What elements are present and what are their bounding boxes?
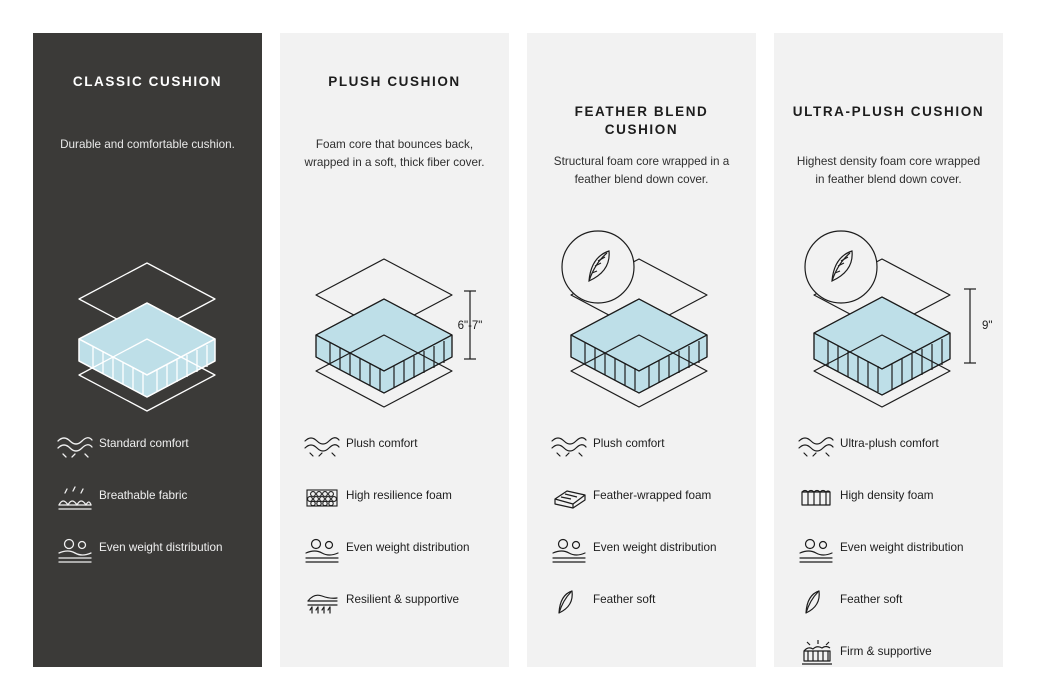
cushion-layers-illustration bbox=[33, 211, 262, 421]
list-item bbox=[549, 431, 744, 465]
even-weight-icon bbox=[55, 535, 99, 565]
list-item-label: Feather soft bbox=[840, 593, 903, 606]
list-item-label: Even weight distribution bbox=[840, 541, 964, 554]
list-item bbox=[796, 431, 991, 465]
card-plush-cushion[interactable] bbox=[280, 33, 509, 667]
list-item-label: Even weight distribution bbox=[99, 541, 223, 554]
list-item bbox=[549, 483, 744, 517]
leaf-icon bbox=[796, 587, 840, 617]
list-item bbox=[302, 483, 497, 517]
list-item bbox=[549, 535, 744, 569]
list-item-label: Feather soft bbox=[593, 593, 656, 606]
cushion-layers-illustration bbox=[774, 211, 1003, 421]
list-item-label: Standard comfort bbox=[99, 437, 189, 450]
card-description: Structural foam core wrapped in a feather blend down cover. bbox=[553, 155, 730, 186]
list-item bbox=[302, 587, 497, 621]
cushion-layers-illustration bbox=[280, 211, 509, 421]
list-item-label: Breathable fabric bbox=[99, 489, 188, 502]
list-item bbox=[302, 431, 497, 465]
feature-list bbox=[549, 431, 744, 639]
card-title: FEATHER BLEND CUSHION bbox=[574, 104, 709, 137]
list-item bbox=[549, 587, 744, 621]
waves-icon bbox=[302, 431, 346, 461]
list-item-label: Firm & supportive bbox=[840, 645, 932, 658]
waves-icon bbox=[55, 431, 99, 461]
even-weight-icon bbox=[549, 535, 593, 565]
card-title: ULTRA-PLUSH CUSHION bbox=[792, 104, 985, 119]
list-item bbox=[796, 587, 991, 621]
feather-wrapped-foam-icon bbox=[549, 483, 593, 513]
leaf-badge bbox=[562, 231, 634, 303]
list-item-label: High density foam bbox=[840, 489, 934, 502]
card-description: Highest density foam core wrapped in feather blend down cover. bbox=[796, 155, 981, 186]
waves-icon bbox=[796, 431, 840, 461]
list-item-label: Resilient & supportive bbox=[346, 593, 460, 606]
breathable-fabric-icon bbox=[55, 483, 99, 513]
feature-list bbox=[55, 431, 250, 587]
even-weight-icon bbox=[796, 535, 840, 565]
list-item bbox=[796, 483, 991, 517]
firm-support-icon bbox=[796, 639, 840, 667]
list-item-label: Even weight distribution bbox=[346, 541, 470, 554]
list-item bbox=[55, 535, 250, 569]
list-item-label: Feather-wrapped foam bbox=[593, 489, 712, 502]
feature-list bbox=[796, 431, 991, 667]
high-density-foam-icon bbox=[796, 483, 840, 513]
resilient-support-icon bbox=[302, 587, 346, 617]
waves-icon bbox=[549, 431, 593, 461]
leaf-icon bbox=[549, 587, 593, 617]
feature-list bbox=[302, 431, 497, 639]
card-feather-blend-cushion[interactable] bbox=[527, 33, 756, 667]
honeycomb-foam-icon bbox=[302, 483, 346, 513]
list-item-label: Plush comfort bbox=[593, 437, 665, 450]
leaf-badge bbox=[805, 231, 877, 303]
list-item bbox=[796, 639, 991, 667]
list-item bbox=[55, 483, 250, 517]
list-item-label: Plush comfort bbox=[346, 437, 418, 450]
list-item-label: Ultra-plush comfort bbox=[840, 437, 939, 450]
card-description: Foam core that bounces back, wrapped in a soft, thick fiber cover. bbox=[304, 138, 485, 169]
height-label: 9" bbox=[982, 320, 993, 332]
list-item bbox=[796, 535, 991, 569]
card-classic-cushion[interactable] bbox=[33, 33, 262, 667]
list-item-label: Even weight distribution bbox=[593, 541, 717, 554]
list-item-label: High resilience foam bbox=[346, 489, 452, 502]
even-weight-icon bbox=[302, 535, 346, 565]
card-ultra-plush-cushion[interactable] bbox=[774, 33, 1003, 667]
list-item bbox=[55, 431, 250, 465]
card-row bbox=[33, 33, 1017, 667]
card-description: Durable and comfortable cushion. bbox=[60, 138, 235, 151]
list-item bbox=[302, 535, 497, 569]
card-title: CLASSIC CUSHION bbox=[72, 74, 223, 89]
height-label: 6"-7" bbox=[457, 320, 483, 332]
cushion-layers-illustration bbox=[527, 211, 756, 421]
card-title: PLUSH CUSHION bbox=[328, 74, 461, 89]
